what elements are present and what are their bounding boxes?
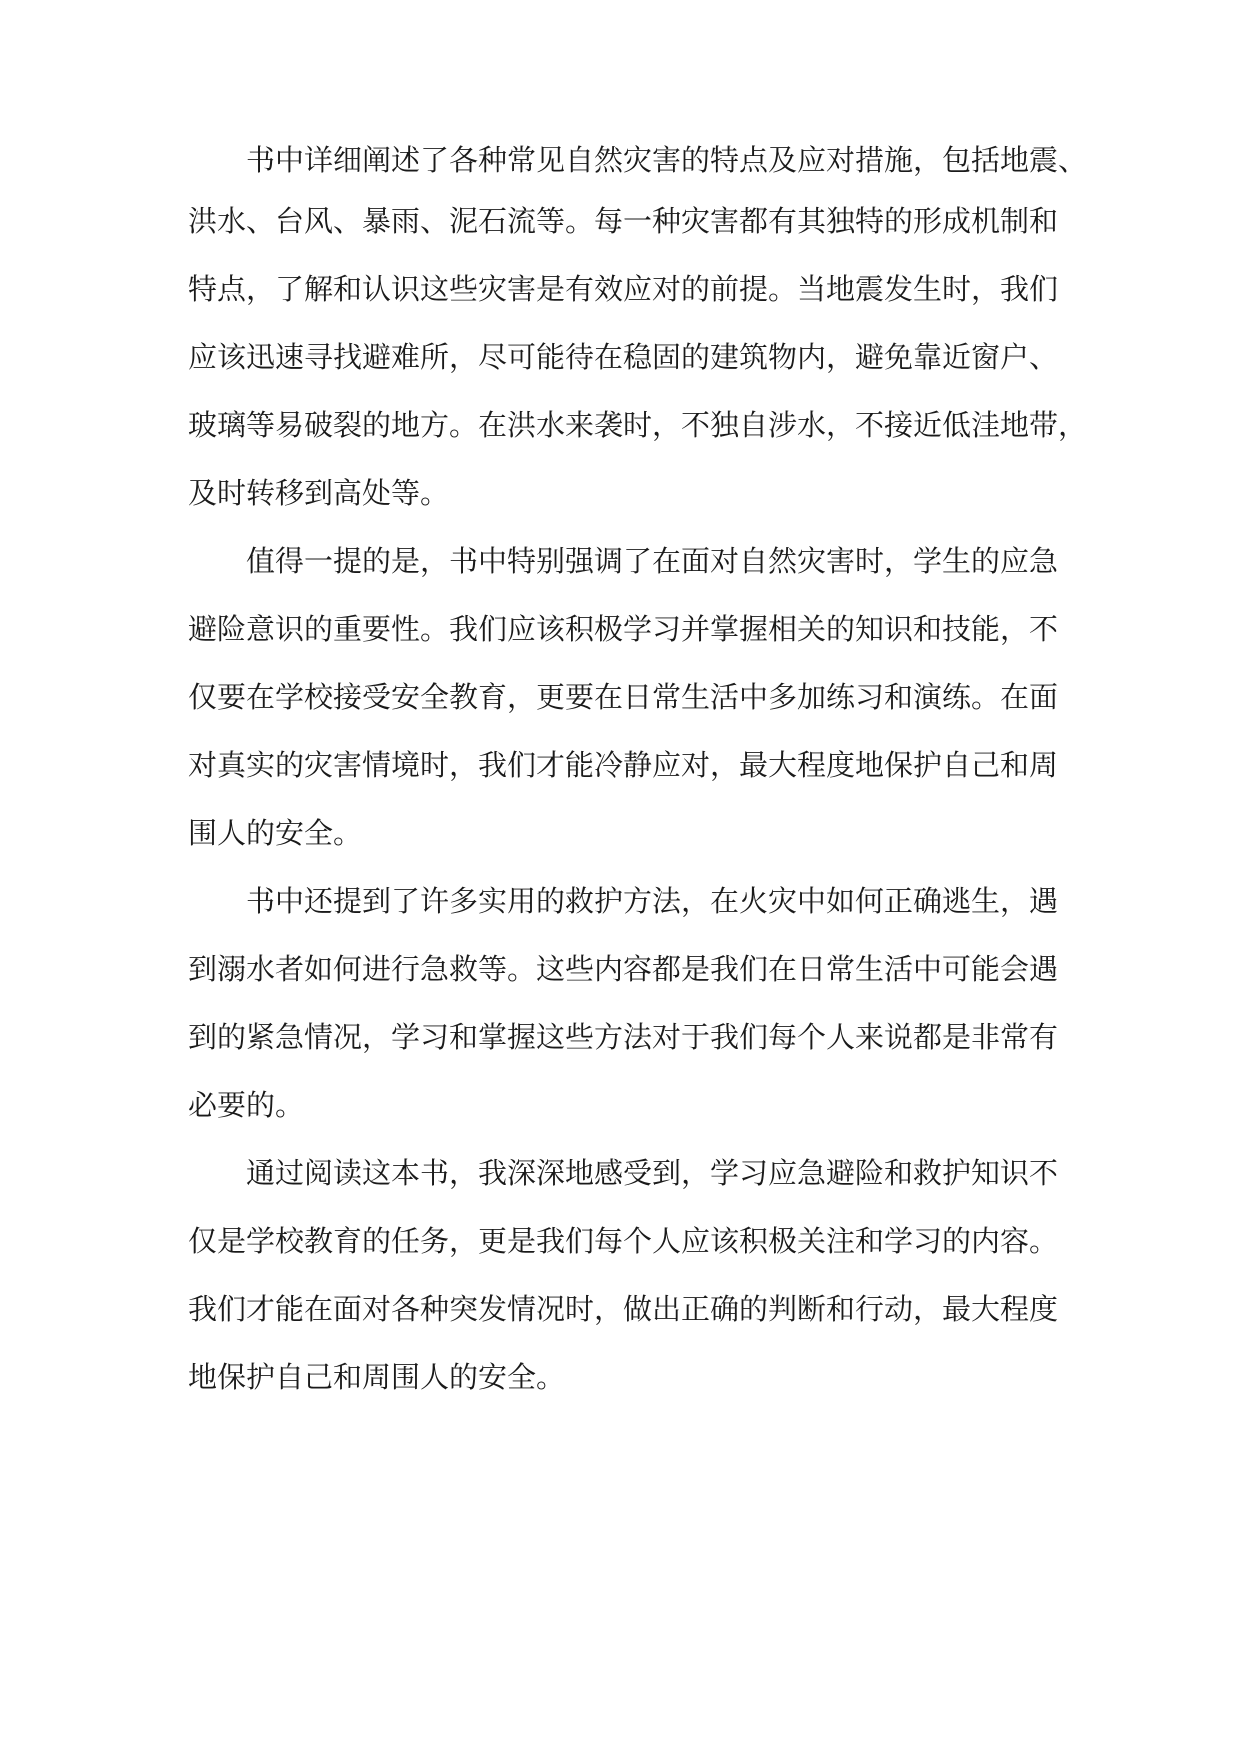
paragraph-3-line-3: 到的紧急情况，学习和掌握这些方法对于我们每个人来说都是非常有 bbox=[188, 1020, 1059, 1054]
paragraph-3-line-1: 书中还提到了许多实用的救护方法，在火灾中如何正确逃生，遇 bbox=[246, 884, 1059, 918]
paragraph-1-line-4: 应该迅速寻找避难所，尽可能待在稳固的建筑物内，避免靠近窗户、 bbox=[188, 340, 1059, 374]
paragraph-2-line-3: 仅要在学校接受安全教育，更要在日常生活中多加练习和演练。在面 bbox=[188, 680, 1059, 714]
paragraph-1-line-5: 玻璃等易破裂的地方。在洪水来袭时，不独自涉水，不接近低洼地带， bbox=[188, 408, 1088, 442]
paragraph-1-line-1: 书中详细阐述了各种常见自然灾害的特点及应对措施，包括地震、 bbox=[246, 143, 1088, 177]
paragraph-1-line-3: 特点，了解和认识这些灾害是有效应对的前提。当地震发生时，我们 bbox=[188, 272, 1059, 306]
paragraph-2-line-5: 围人的安全。 bbox=[188, 816, 363, 850]
paragraph-4-line-2: 仅是学校教育的任务，更是我们每个人应该积极关注和学习的内容。 bbox=[188, 1224, 1059, 1258]
paragraph-1-line-6: 及时转移到高处等。 bbox=[188, 476, 450, 510]
paragraph-4-line-4: 地保护自己和周围人的安全。 bbox=[188, 1360, 566, 1394]
paragraph-1-line-2: 洪水、台风、暴雨、泥石流等。每一种灾害都有其独特的形成机制和 bbox=[188, 204, 1059, 238]
paragraph-2-line-1: 值得一提的是，书中特别强调了在面对自然灾害时，学生的应急 bbox=[246, 544, 1059, 578]
paragraph-2-line-2: 避险意识的重要性。我们应该积极学习并掌握相关的知识和技能，不 bbox=[188, 612, 1059, 646]
paragraph-3-line-2: 到溺水者如何进行急救等。这些内容都是我们在日常生活中可能会遇 bbox=[188, 952, 1059, 986]
paragraph-3-line-4: 必要的。 bbox=[188, 1088, 305, 1122]
paragraph-2-line-4: 对真实的灾害情境时，我们才能冷静应对，最大程度地保护自己和周 bbox=[188, 748, 1059, 782]
paragraph-4-line-3: 我们才能在面对各种突发情况时，做出正确的判断和行动，最大程度 bbox=[188, 1292, 1059, 1326]
paragraph-4-line-1: 通过阅读这本书，我深深地感受到，学习应急避险和救护知识不 bbox=[246, 1156, 1059, 1190]
